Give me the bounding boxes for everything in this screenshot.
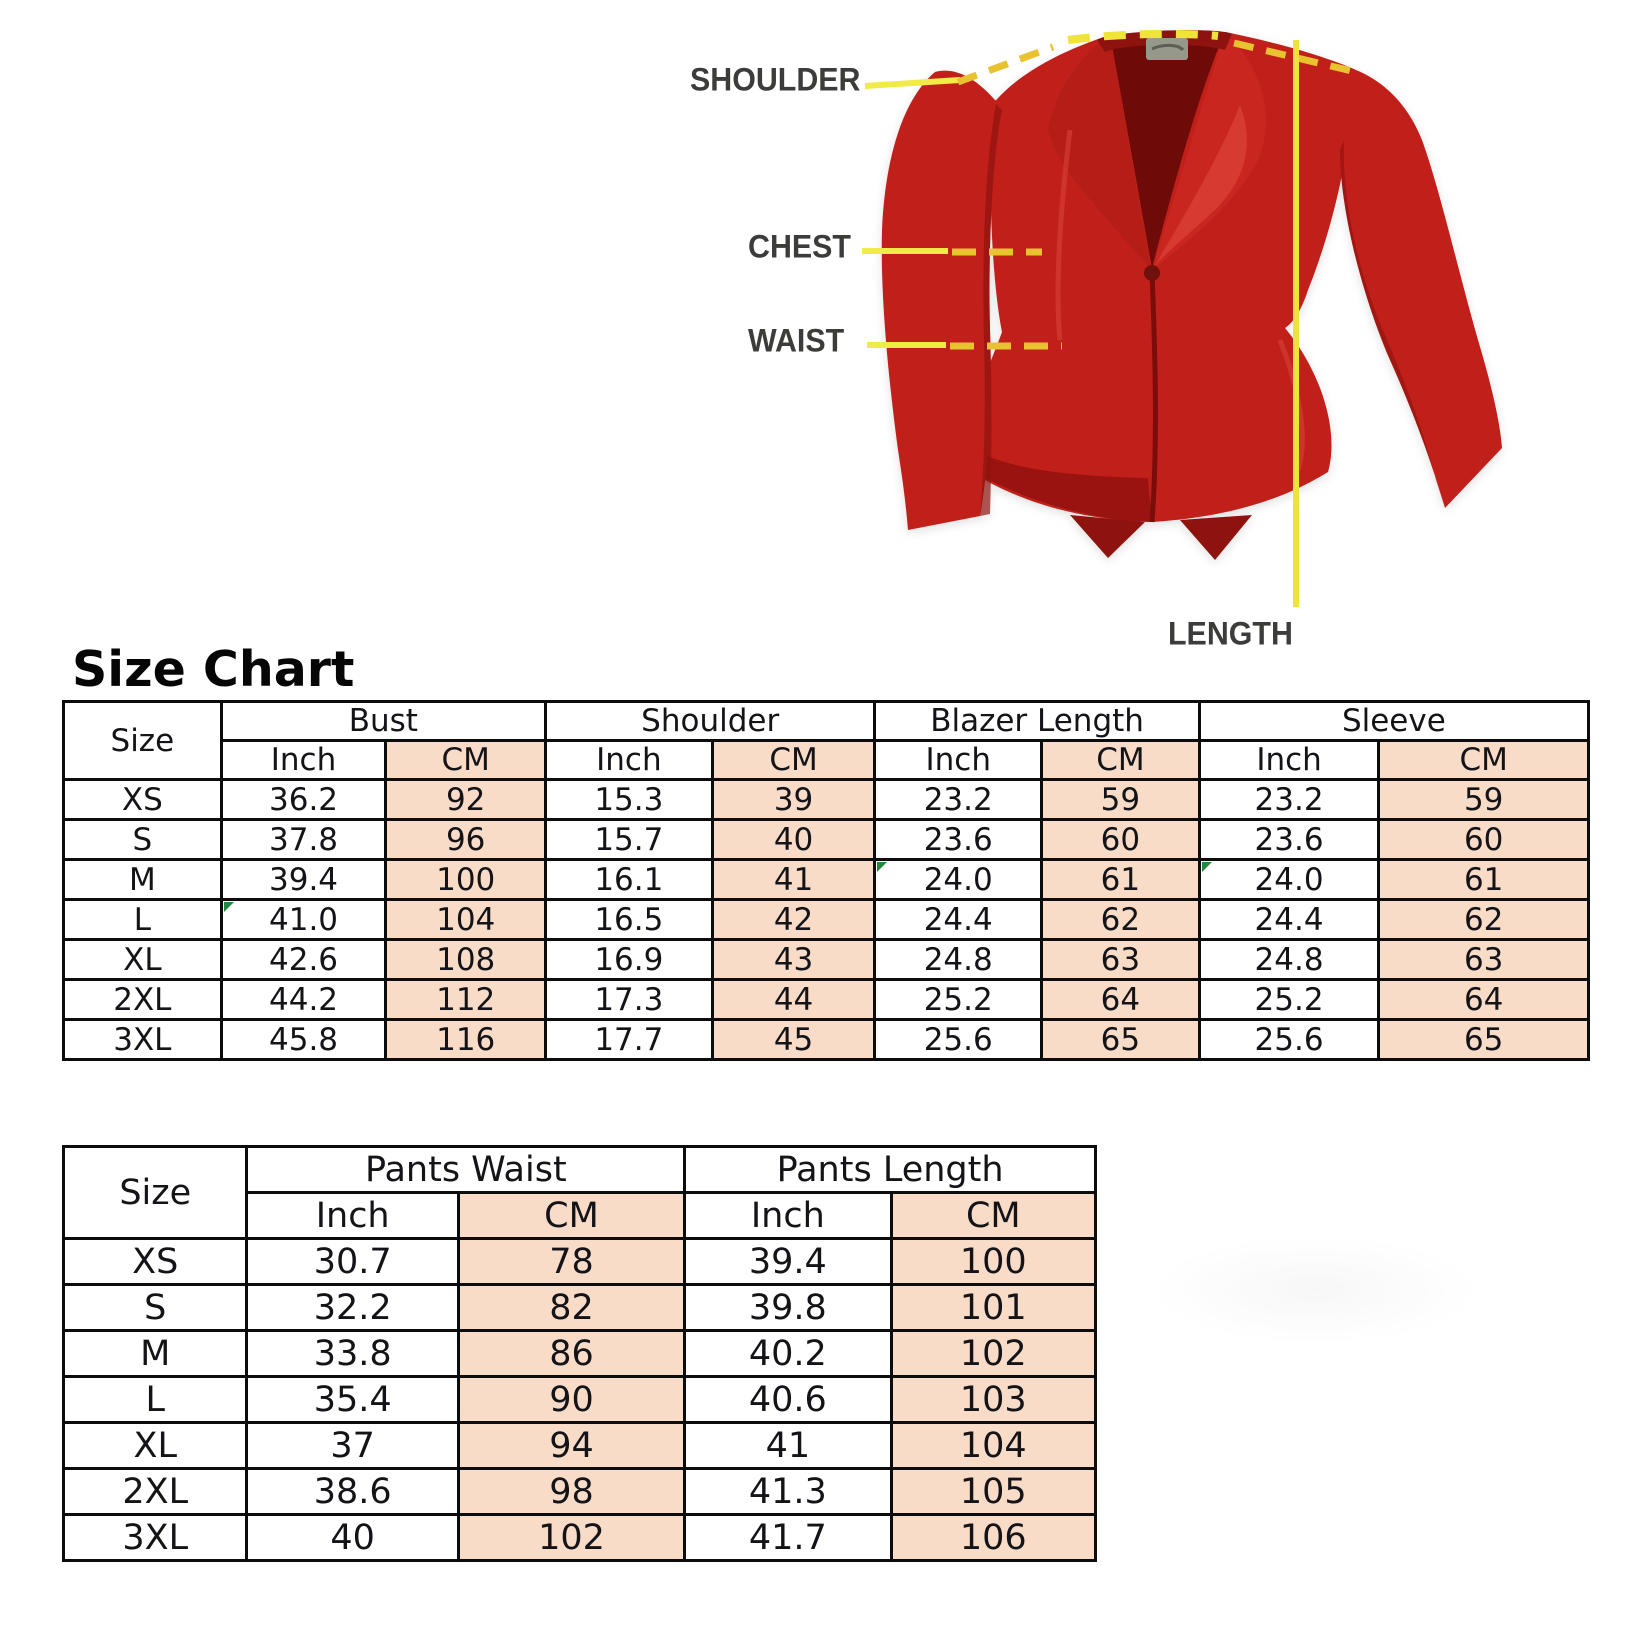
unit-header-cm: CM [712, 741, 875, 780]
table-row [64, 860, 1589, 900]
unit-header-row [64, 741, 1589, 780]
measurement-cell: 102 [458, 1515, 684, 1561]
size-cell: XL [64, 940, 222, 980]
measurement-cell: 60 [1379, 820, 1589, 860]
measurement-cell: 16.5 [546, 900, 713, 940]
measurement-cell: 103 [891, 1377, 1095, 1423]
measurement-cell: 24.4 [875, 900, 1042, 940]
length-label: LENGTH [1168, 615, 1293, 653]
measurement-cell: 32.2 [247, 1285, 458, 1331]
measurement-cell: 61 [1379, 860, 1589, 900]
table-row [64, 1515, 1096, 1561]
group-header-row [64, 1147, 1096, 1193]
unit-header-inch: Inch [875, 741, 1042, 780]
measurement-cell: 17.3 [546, 980, 713, 1020]
table-row [64, 1469, 1096, 1515]
measurement-cell: 25.6 [875, 1020, 1042, 1060]
measurement-cell: 44 [712, 980, 875, 1020]
measurement-cell: 62 [1379, 900, 1589, 940]
measurement-cell: 24.8 [1199, 940, 1379, 980]
measurement-cell: 39.4 [685, 1239, 891, 1285]
table-row [64, 1331, 1096, 1377]
measurement-cell: 86 [458, 1331, 684, 1377]
measurement-cell: 41.0 [221, 900, 386, 940]
size-cell: 3XL [64, 1515, 247, 1561]
measurement-cell: 92 [386, 780, 546, 820]
waist-label: WAIST [748, 322, 845, 360]
measurement-cell: 30.7 [247, 1239, 458, 1285]
blazer-size-table [62, 700, 1590, 1061]
size-cell: M [64, 860, 222, 900]
column-group-header-pants-length: Pants Length [685, 1147, 1096, 1193]
measurement-cell: 108 [386, 940, 546, 980]
size-cell: 2XL [64, 1469, 247, 1515]
measurement-cell: 44.2 [221, 980, 386, 1020]
measurement-cell: 41 [685, 1423, 891, 1469]
size-cell: L [64, 900, 222, 940]
measurement-cell: 104 [891, 1423, 1095, 1469]
column-group-header-pants-waist: Pants Waist [247, 1147, 685, 1193]
page-title: Size Chart [72, 641, 355, 698]
measurement-cell: 59 [1379, 780, 1589, 820]
measurement-cell: 17.7 [546, 1020, 713, 1060]
measurement-cell: 15.3 [546, 780, 713, 820]
group-header-row [64, 702, 1589, 741]
measurement-cell: 41 [712, 860, 875, 900]
measurement-cell: 16.9 [546, 940, 713, 980]
unit-header-inch: Inch [546, 741, 713, 780]
unit-header-cm: CM [1379, 741, 1589, 780]
measurement-cell: 15.7 [546, 820, 713, 860]
table-row [64, 1423, 1096, 1469]
unit-header-cm: CM [458, 1193, 684, 1239]
measurement-cell: 43 [712, 940, 875, 980]
measurement-cell: 39.4 [221, 860, 386, 900]
measurement-cell: 104 [386, 900, 546, 940]
unit-header-cm: CM [1042, 741, 1200, 780]
measurement-cell: 63 [1379, 940, 1589, 980]
size-column-header: Size [64, 702, 222, 780]
measurement-cell: 33.8 [247, 1331, 458, 1377]
unit-header-inch: Inch [221, 741, 386, 780]
unit-header-cm: CM [386, 741, 546, 780]
measurement-cell: 41.7 [685, 1515, 891, 1561]
size-cell: 2XL [64, 980, 222, 1020]
measurement-cell: 45 [712, 1020, 875, 1060]
column-group-header-sleeve: Sleeve [1199, 702, 1588, 741]
measurement-cell: 94 [458, 1423, 684, 1469]
table-row [64, 1285, 1096, 1331]
measurement-cell: 100 [891, 1239, 1095, 1285]
table-row [64, 820, 1589, 860]
measurement-cell: 59 [1042, 780, 1200, 820]
jacket-button [1144, 265, 1160, 281]
measurement-cell: 102 [891, 1331, 1095, 1377]
pants-size-table [62, 1145, 1097, 1562]
measurement-cell: 106 [891, 1515, 1095, 1561]
unit-header-inch: Inch [685, 1193, 891, 1239]
table-row [64, 900, 1589, 940]
measurement-cell: 65 [1379, 1020, 1589, 1060]
measurement-cell: 116 [386, 1020, 546, 1060]
measurement-cell: 36.2 [221, 780, 386, 820]
measurement-cell: 78 [458, 1239, 684, 1285]
measurement-cell: 101 [891, 1285, 1095, 1331]
measurement-cell: 41.3 [685, 1469, 891, 1515]
table-row [64, 1377, 1096, 1423]
measurement-cell: 40 [712, 820, 875, 860]
measurement-cell: 39.8 [685, 1285, 891, 1331]
measurement-cell: 45.8 [221, 1020, 386, 1060]
measurement-cell: 64 [1379, 980, 1589, 1020]
unit-header-cm: CM [891, 1193, 1095, 1239]
size-cell: XS [64, 780, 222, 820]
column-group-header-shoulder: Shoulder [546, 702, 875, 741]
size-cell: S [64, 1285, 247, 1331]
measurement-cell: 37.8 [221, 820, 386, 860]
size-cell: M [64, 1331, 247, 1377]
column-group-header-blazer-length: Blazer Length [875, 702, 1199, 741]
measurement-cell: 24.0 [1199, 860, 1379, 900]
table-row [64, 780, 1589, 820]
unit-header-inch: Inch [1199, 741, 1379, 780]
measurement-cell: 96 [386, 820, 546, 860]
table-row [64, 1239, 1096, 1285]
size-cell: XL [64, 1423, 247, 1469]
size-cell: 3XL [64, 1020, 222, 1060]
table-row [64, 980, 1589, 1020]
measurement-cell: 63 [1042, 940, 1200, 980]
measurement-cell: 24.8 [875, 940, 1042, 980]
measurement-cell: 90 [458, 1377, 684, 1423]
measurement-cell: 64 [1042, 980, 1200, 1020]
size-column-header: Size [64, 1147, 247, 1239]
measurement-cell: 40.2 [685, 1331, 891, 1377]
measurement-cell: 35.4 [247, 1377, 458, 1423]
measurement-cell: 105 [891, 1469, 1095, 1515]
measurement-cell: 62 [1042, 900, 1200, 940]
hem-drape [1070, 515, 1252, 560]
measurement-cell: 40.6 [685, 1377, 891, 1423]
measurement-cell: 25.2 [1199, 980, 1379, 1020]
measurement-cell: 98 [458, 1469, 684, 1515]
table-row [64, 1020, 1589, 1060]
measurement-cell: 23.6 [875, 820, 1042, 860]
measurement-cell: 24.4 [1199, 900, 1379, 940]
measurement-cell: 23.2 [875, 780, 1042, 820]
size-cell: S [64, 820, 222, 860]
measurement-cell: 23.6 [1199, 820, 1379, 860]
measurement-cell: 38.6 [247, 1469, 458, 1515]
measurement-cell: 42 [712, 900, 875, 940]
measurement-cell: 16.1 [546, 860, 713, 900]
measurement-cell: 23.2 [1199, 780, 1379, 820]
measurement-cell: 39 [712, 780, 875, 820]
measurement-cell: 37 [247, 1423, 458, 1469]
size-cell: XS [64, 1239, 247, 1285]
measurement-cell: 24.0 [875, 860, 1042, 900]
size-cell: L [64, 1377, 247, 1423]
chest-label: CHEST [748, 228, 851, 266]
measurement-cell: 25.2 [875, 980, 1042, 1020]
measurement-cell: 25.6 [1199, 1020, 1379, 1060]
measurement-cell: 42.6 [221, 940, 386, 980]
measurement-cell: 112 [386, 980, 546, 1020]
faint-watermark [1150, 1235, 1480, 1345]
measurement-cell: 40 [247, 1515, 458, 1561]
measurement-cell: 65 [1042, 1020, 1200, 1060]
column-group-header-bust: Bust [221, 702, 545, 741]
measurement-cell: 60 [1042, 820, 1200, 860]
unit-header-inch: Inch [247, 1193, 458, 1239]
table-row [64, 940, 1589, 980]
measurement-cell: 100 [386, 860, 546, 900]
shoulder-label: SHOULDER [690, 61, 861, 99]
measurement-cell: 61 [1042, 860, 1200, 900]
measurement-cell: 82 [458, 1285, 684, 1331]
